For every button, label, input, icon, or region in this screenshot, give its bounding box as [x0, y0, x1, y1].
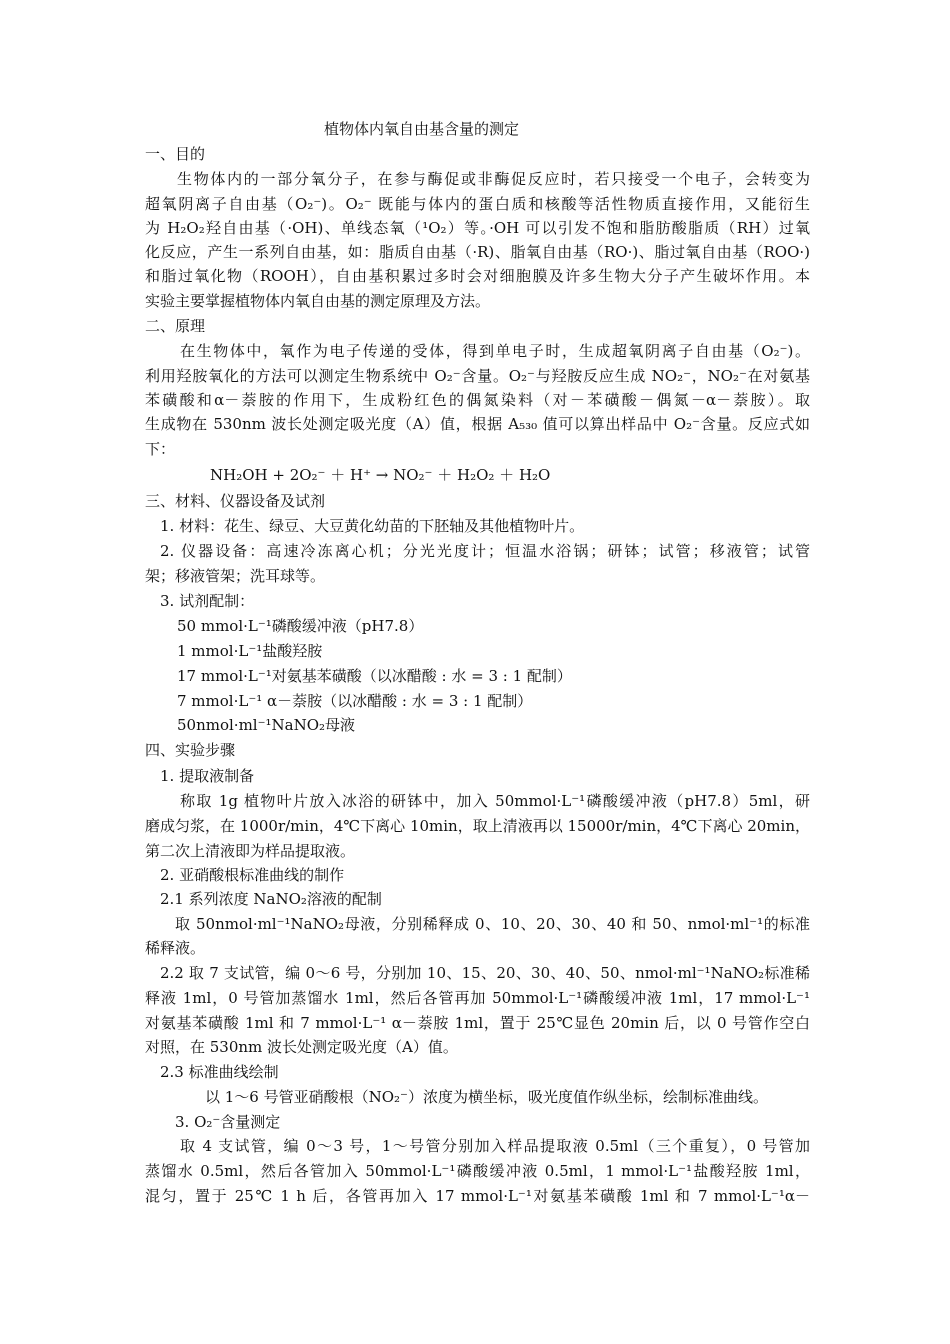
text-line: 生成物在 530nm 波长处测定吸光度（A）值，根据 A₅₃₀ 值可以算出样品中 O₂⁻含量。反应式如: [145, 415, 810, 433]
text-line: 1 mmol·L⁻¹盐酸羟胺: [177, 642, 323, 660]
text-line: 蒸馏水 0.5ml，然后各管加入 50mmol·L⁻¹磷酸缓冲液 0.5ml，1 mmol·L⁻¹盐酸羟胺 1ml，: [145, 1162, 810, 1180]
text-line: 50 mmol·L⁻¹磷酸缓冲液（pH7.8）: [177, 617, 424, 635]
text-line: 称取 1g 植物叶片放入冰浴的研钵中，加入 50mmol·L⁻¹磷酸缓冲液（pH7.8）5ml，研: [180, 792, 810, 810]
text-line: 实验主要掌握植物体内氧自由基的测定原理及方法。: [145, 292, 491, 310]
text-line: 50nmol·ml⁻¹NaNO₂母液: [177, 716, 356, 734]
text-line: 1. 材料：花生、绿豆、大豆黄化幼苗的下胚轴及其他植物叶片。: [160, 517, 585, 535]
text-line: 四、实验步骤: [145, 741, 236, 759]
text-line: 2.1 系列浓度 NaNO₂溶液的配制: [160, 890, 382, 908]
text-line: 1. 提取液制备: [160, 767, 255, 785]
text-line: 2. 亚硝酸根标准曲线的制作: [160, 866, 345, 884]
text-line: NH₂OH + 2O₂⁻ ＋ H⁺ → NO₂⁻ ＋ H₂O₂ ＋ H₂O: [210, 466, 551, 484]
text-line: 下：: [145, 440, 176, 458]
text-line: 对照，在 530nm 波长处测定吸光度（A）值。: [145, 1038, 458, 1056]
text-line: 3. 试剂配制：: [160, 592, 255, 610]
text-line: 混匀，置于 25℃ 1 h 后，各管再加入 17 mmol·L⁻¹对氨基苯磺酸 1ml 和 7 mmol·L⁻¹α－: [145, 1187, 810, 1205]
text-line: 以 1～6 号管亚硝酸根（NO₂⁻）浓度为横坐标，吸光度值作纵坐标，绘制标准曲线。: [205, 1088, 768, 1106]
text-line: 磨成匀浆，在 1000r/min，4℃下离心 10min，取上清液再以 15000r/min，4℃下离心 20min，: [145, 817, 810, 835]
text-line: 释液 1ml，0 号管加蒸馏水 1ml，然后各管再加 50mmol·L⁻¹磷酸缓冲液 1ml，17 mmol·L⁻¹: [145, 989, 810, 1007]
text-line: 17 mmol·L⁻¹对氨基苯磺酸（以冰醋酸 : 水 = 3 : 1 配制）: [177, 667, 572, 685]
text-line: 苯磺酸和α－萘胺的作用下，生成粉红色的偶氮染料（对－苯磺酸－偶氮－α－萘胺）。取: [145, 391, 810, 409]
text-line: 2.2 取 7 支试管，编 0～6 号，分别加 10、15、20、30、40、50、nmol·ml⁻¹NaNO₂标准稀: [160, 964, 810, 982]
text-line: 3. O₂⁻含量测定: [175, 1113, 281, 1131]
text-line: 7 mmol·L⁻¹ α－萘胺（以冰醋酸 : 水 = 3 : 1 配制）: [177, 692, 533, 710]
text-line: 2.3 标准曲线绘制: [160, 1063, 279, 1081]
text-line: 架；移液管架；洗耳球等。: [145, 567, 326, 585]
text-line: 取 50nmol·ml⁻¹NaNO₂母液，分别稀释成 0、10、20、30、40 和 50、nmol·ml⁻¹的标准: [175, 915, 810, 933]
text-line: 二、原理: [145, 317, 206, 335]
text-line: 超氧阴离子自由基（O₂⁻)。O₂⁻ 既能与体内的蛋白质和核酸等活性物质直接作用，又能衍生: [145, 195, 810, 213]
text-line: 化反应，产生一系列自由基，如：脂质自由基（·R)、脂氧自由基（RO·)、脂过氧自由基（ROO·): [145, 243, 810, 261]
text-line: 在生物体中，氧作为电子传递的受体，得到单电子时，生成超氧阴离子自由基（O₂⁻)。: [180, 342, 810, 360]
page-title: 植物体内氧自由基含量的测定: [324, 120, 520, 138]
text-line: 为 H₂O₂羟自由基（·OH)、单线态氧（¹O₂）等。·OH 可以引发不饱和脂肪酸脂质（RH）过氧: [145, 219, 810, 237]
text-line: 稀释液。: [145, 939, 206, 957]
text-line: 取 4 支试管，编 0～3 号，1～号管分别加入样品提取液 0.5ml（三个重复），0 号管加: [180, 1137, 810, 1155]
text-line: 2. 仪器设备：高速冷冻离心机；分光光度计；恒温水浴锅；研钵；试管；移液管；试管: [160, 542, 810, 560]
text-line: 和脂过氧化物（ROOH），自由基积累过多时会对细胞膜及许多生物大分子产生破坏作用。本: [145, 267, 810, 285]
text-line: 第二次上清液即为样品提取液。: [145, 842, 356, 860]
text-line: 一、目的: [145, 145, 206, 163]
text-line: 对氨基苯磺酸 1ml 和 7 mmol·L⁻¹ α－萘胺 1ml，置于 25℃显色 20min 后，以 0 号管作空白: [145, 1014, 810, 1032]
text-line: 三、材料、仪器设备及试剂: [145, 492, 326, 510]
text-line: 生物体内的一部分氧分子，在参与酶促或非酶促反应时，若只接受一个电子，会转变为: [177, 170, 810, 188]
text-line: 利用羟胺氧化的方法可以测定生物系统中 O₂⁻含量。O₂⁻与羟胺反应生成 NO₂⁻，NO₂⁻在对氨基: [145, 367, 810, 385]
